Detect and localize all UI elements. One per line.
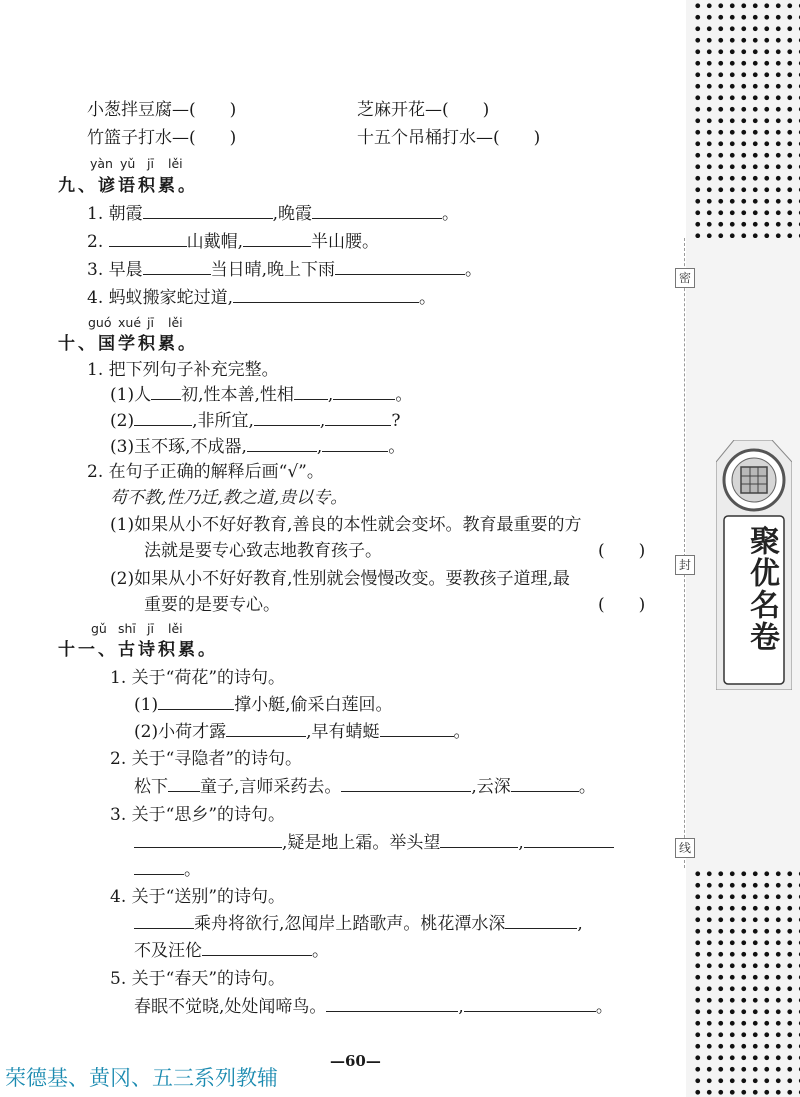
blank[interactable] [294, 384, 328, 400]
blank[interactable] [243, 231, 311, 247]
s11-q3-a: ,疑是地上霜。举头望 , [134, 832, 614, 854]
pinyin-lei: lěi [168, 156, 183, 171]
xiehouyu-4: 十五个吊桶打水—( ) [357, 128, 541, 148]
xiehouyu-3: 竹篮子打水—( ) [87, 128, 237, 148]
blank[interactable] [158, 694, 234, 710]
s10-q1-c: (3)玉不琢,不成器, , 。 [110, 437, 406, 457]
pinyin-ji: jī [147, 156, 154, 171]
cube-icon [741, 467, 767, 493]
blank[interactable] [333, 384, 395, 400]
s10-option-1a: (1)如果从小不好好教育,善良的本性就会变坏。教育最重要的方 [110, 515, 582, 535]
s11-q2: 2. 关于“寻隐者”的诗句。 [110, 749, 303, 769]
blank[interactable] [325, 410, 391, 426]
section-9-heading: 九、谚语积累。 [58, 176, 198, 196]
section-10-heading: 十、国学积累。 [58, 334, 198, 354]
footer-text: 荣德基、黄冈、五三系列教辅 [5, 1066, 278, 1090]
pinyin-gu: gǔ [91, 621, 107, 636]
pinyin-xue: xué [118, 315, 142, 330]
blank[interactable] [134, 410, 192, 426]
pinyin-shi: shī [118, 621, 136, 636]
blank[interactable] [341, 776, 471, 792]
blank[interactable] [168, 776, 200, 792]
blank[interactable] [134, 913, 194, 929]
blank[interactable] [511, 776, 579, 792]
pinyin-ji: jī [147, 315, 154, 330]
s11-q1: 1. 关于“荷花”的诗句。 [110, 668, 286, 688]
s11-q1-b: (2)小荷才露 ,早有蜻蜓 。 [134, 722, 471, 742]
s11-q3-b: 。 [134, 859, 201, 881]
blank[interactable] [109, 231, 187, 247]
xiehouyu-1: 小葱拌豆腐—( ) [87, 100, 237, 120]
s10-q1-a: (1)人 初,性本善,性相 , 。 [110, 385, 413, 405]
seal-char-mi: 密 [675, 268, 695, 288]
dot-pattern-bottom [692, 868, 800, 1097]
s10-option-2b: 重要的是要专心。 [144, 595, 280, 615]
blank[interactable] [254, 410, 320, 426]
pinyin-lei: lěi [168, 621, 183, 636]
s10-option-2a: (2)如果从小不好好教育,性别就会慢慢改变。要教孩子道理,最 [110, 569, 570, 589]
xiehouyu-2: 芝麻开花—( ) [357, 100, 490, 120]
page-number: —60— [330, 1052, 381, 1070]
s11-q3: 3. 关于“思乡”的诗句。 [110, 805, 286, 825]
s10-quote: 苟不教,性乃迁,教之道,贵以专。 [110, 488, 348, 508]
s11-q4: 4. 关于“送别”的诗句。 [110, 887, 286, 907]
pinyin-yan: yàn [90, 156, 113, 171]
s10-option-1-answer[interactable]: ( ) [598, 541, 646, 561]
section-11-heading: 十一、古诗积累。 [58, 640, 218, 660]
s10-option-2-answer[interactable]: ( ) [598, 595, 646, 615]
s9-line-3: 3. 早晨 当日晴,晚上下雨 。 [87, 260, 483, 280]
s11-q5-a: 春眠不觉晓,处处闻啼鸟。 , 。 [134, 997, 613, 1017]
blank[interactable] [440, 832, 518, 848]
blank[interactable] [322, 436, 388, 452]
s11-q1-a: (1) 撑小艇,偷采白莲回。 [134, 695, 393, 715]
blank[interactable] [326, 996, 458, 1012]
s9-line-4: 4. 蚂蚁搬家蛇过道, 。 [87, 288, 437, 308]
blank[interactable] [143, 259, 211, 275]
blank[interactable] [202, 940, 312, 956]
dot-pattern-top [692, 0, 800, 238]
blank[interactable] [380, 721, 454, 737]
pinyin-yu: yǔ [120, 156, 136, 171]
seal-char-xian: 线 [675, 838, 695, 858]
s11-q4-a: 乘舟将欲行,忽闻岸上踏歌声。桃花潭水深 , [134, 913, 583, 935]
seal-char-feng: 封 [675, 555, 695, 575]
blank[interactable] [464, 996, 596, 1012]
s10-option-1b: 法就是要专心致志地教育孩子。 [144, 541, 382, 561]
s11-q5: 5. 关于“春天”的诗句。 [110, 969, 286, 989]
blank[interactable] [226, 721, 306, 737]
s11-q2-a: 松下 童子,言师采药去。 ,云深 。 [134, 777, 596, 797]
blank[interactable] [505, 913, 577, 929]
blank[interactable] [151, 384, 181, 400]
blank[interactable] [143, 203, 273, 219]
blank[interactable] [247, 436, 317, 452]
s11-q4-b: 不及汪伦 。 [134, 941, 329, 961]
s9-line-2: 2. 山戴帽, 半山腰。 [87, 232, 380, 252]
s10-q2: 2. 在句子正确的解释后画“√”。 [87, 462, 324, 482]
blank[interactable] [233, 287, 419, 303]
pinyin-guo: guó [88, 315, 112, 330]
pinyin-lei: lěi [168, 315, 183, 330]
pinyin-ji: jī [147, 621, 154, 636]
blank[interactable] [134, 859, 184, 875]
s10-q1-b: (2) ,非所宜, , ? [110, 411, 401, 431]
blank[interactable] [335, 259, 465, 275]
seal-line [684, 238, 685, 868]
blank[interactable] [524, 832, 614, 848]
blank[interactable] [312, 203, 442, 219]
s10-q1: 1. 把下列句子补充完整。 [87, 360, 279, 380]
blank[interactable] [134, 832, 282, 848]
s9-line-1: 1. 朝霞 ,晚霞 。 [87, 204, 460, 224]
brand-title: 聚优名卷 [744, 525, 779, 653]
